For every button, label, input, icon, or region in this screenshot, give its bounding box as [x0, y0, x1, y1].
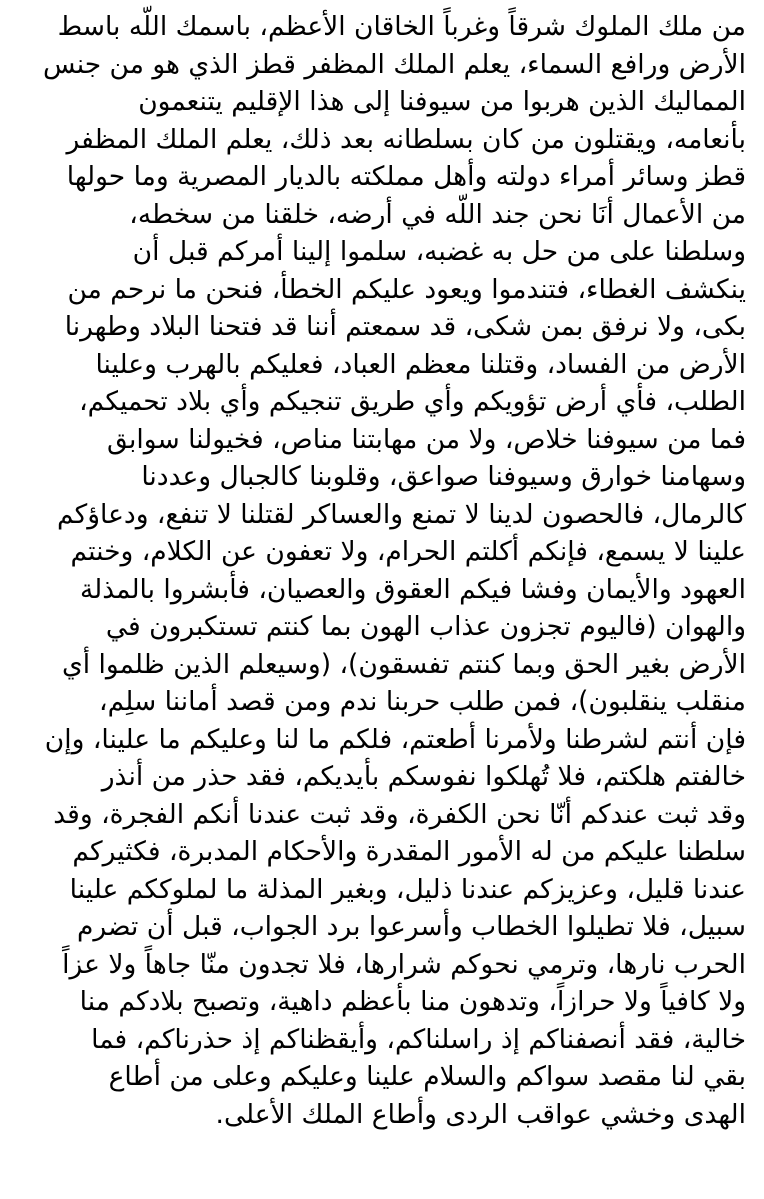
letter-text-block	[14, 8, 746, 1133]
text-line: سلطنا عليكم من له الأمور المقدرة والأحكام المدبرة، فكثيركم	[72, 836, 746, 867]
text-line: العهود والأيمان وفشا فيكم العقوق والعصيان، فأبشروا بالمذلة	[79, 573, 746, 605]
text-line: ينكشف الغطاء، فتندموا ويعود عليكم الخطأ، فنحن ما نرحم من	[67, 273, 746, 305]
text-line: عندنا قليل، وعزيزكم عندنا ذليل، وبغير المذلة ما لملوككم علينا	[69, 873, 746, 905]
text-line: فما من سيوفنا خلاص، ولا من مهابتنا مناص، فخيولنا سوابق	[106, 423, 746, 455]
text-line: خالية، فقد أنصفناكم إذ راسلناكم، وأيقظناكم إذ حذرناكم، فما	[91, 1023, 746, 1055]
text-line: وسهامنا خوارق وسيوفنا صواعق، وقلوبنا كالجبال وعددنا	[141, 461, 746, 492]
text-line: الأرض بغير الحق وبما كنتم تفسقون)، (وسيعلم الذين ظلموا أي	[62, 648, 746, 680]
text-line: منقلب ينقلبون)، فمن طلب حربنا ندم ومن قصد أماننا سلِم،	[99, 686, 746, 717]
text-line: وقد ثبت عندكم أنّا نحن الكفرة، وقد ثبت عندنا أنكم الفجرة، وقد	[53, 798, 746, 830]
text-line: قطز وسائر أمراء دولته وأهل مملكته بالديار المصرية وما حولها	[66, 161, 746, 192]
text-line: فإن أنتم لشرطنا ولأمرنا أطعتم، فلكم ما لنا وعليكم ما علينا، وإن	[44, 723, 746, 755]
text-line: الأرض من الفساد، وقتلنا معظم العباد، فعليكم بالهرب وعلينا	[95, 348, 746, 380]
text-line: كالرمال، فالحصون لدينا لا تمنع والعساكر لقتلنا لا تنفع، ودعاؤكم	[56, 498, 746, 530]
text-line: خالفتم هلكتم، فلا تُهلكوا نفوسكم بأيديكم، فقد حذر من أنذر	[101, 761, 746, 792]
text-line: والهوان (فاليوم تجزون عذاب الهون بما كنتم تستكبرون في	[105, 611, 746, 642]
text-line: من ملك الملوك شرقاً وغرباً الخاقان الأعظم، باسمك اللّه باسط	[57, 11, 746, 42]
text-line: سبيل، فلا تطيلوا الخطاب وأسرعوا برد الجواب، قبل أن تضرم	[76, 911, 746, 942]
text-line: المماليك الذين هربوا من سيوفنا إلى هذا الإقليم يتنعمون	[138, 86, 746, 117]
text-line: الهدى وخشي عواقب الردى وأطاع الملك الأعلى.	[215, 1098, 746, 1130]
text-line: علينا لا يسمع، فإنكم أكلتم الحرام، ولا تعفون عن الكلام، وخنتم	[70, 536, 746, 567]
text-line: بأنعامه، ويقتلون من كان بسلطانه بعد ذلك، يعلم الملك المظفر	[66, 123, 746, 155]
text-line: الطلب، فأي أرض تؤويكم وأي طريق تنجيكم وأي بلاد تحميكم،	[79, 386, 746, 417]
text-line: ولا كافياً ولا حرازاً، وتدهون منا بأعظم داهية، وتصبح بلادكم منا	[79, 986, 746, 1017]
text-line: الحرب نارها، وترمي نحوكم شرارها، فلا تجدون منّا جاهاً ولا عزاً	[62, 948, 746, 980]
text-line: بقي لنا مقصد سواكم والسلام علينا وعليكم وعلى من أطاع	[108, 1061, 746, 1092]
text-line: وسلطنا على من حل به غضبه، سلموا إلينا أمركم قبل أن	[132, 236, 746, 267]
text-line: بكى، ولا نرفق بمن شكى، قد سمعتم أننا قد فتحنا البلاد وطهرنا	[64, 311, 746, 342]
text-line: الأرض ورافع السماء، يعلم الملك المظفر قطز الذي هو من جنس	[42, 48, 746, 80]
text-line: من الأعمال أنَا نحن جند اللّه في أرضه، خلقنا من سخطه،	[129, 198, 746, 230]
